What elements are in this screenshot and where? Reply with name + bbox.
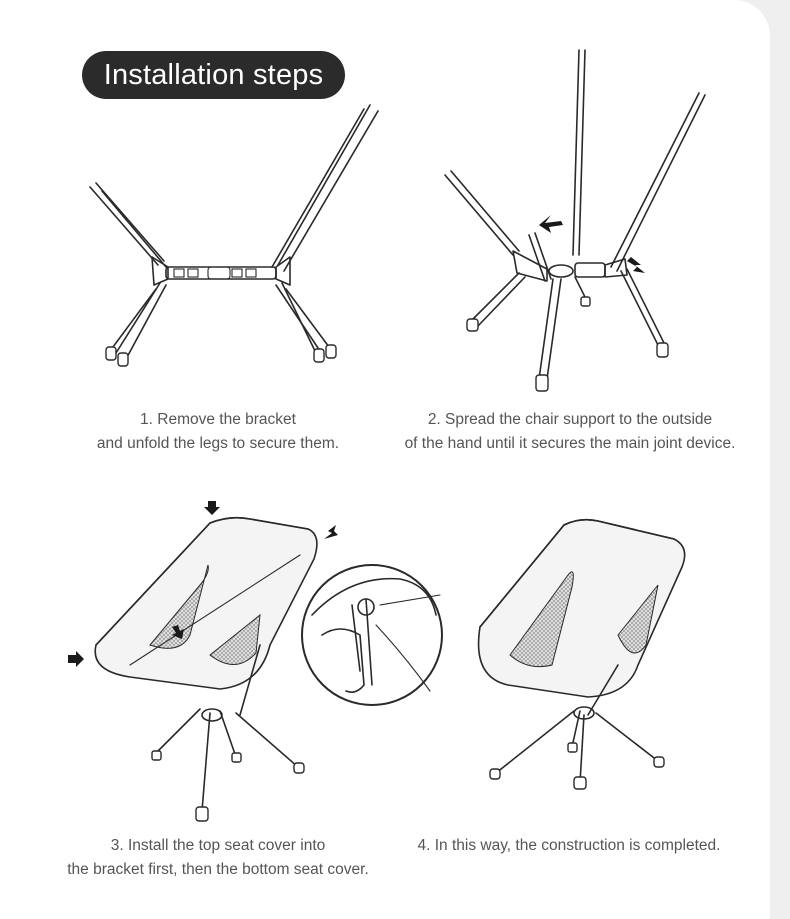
step-1-illustration	[80, 95, 390, 375]
page-title: Installation steps	[82, 51, 345, 99]
step-4-caption	[398, 834, 740, 858]
chair-icon	[479, 520, 685, 789]
step-1-caption	[78, 408, 358, 456]
frame-icon	[90, 105, 378, 366]
step-1-line-2: and unfold the legs to secure them.	[96, 435, 340, 452]
step-3-line-2: the bracket first, then the bottom seat cover.	[67, 861, 369, 878]
step-2-caption	[392, 408, 748, 456]
step-3-line-1: 3. Install the top seat cover into	[110, 837, 326, 854]
chair-icon	[95, 518, 317, 821]
step-1-line-1: 1. Remove the bracket	[140, 411, 296, 428]
page-margin	[770, 0, 790, 919]
step-2-line-2: of the hand until it secures the main joint device.	[404, 435, 736, 452]
arrow-icon	[539, 215, 645, 273]
step-2-line-1: 2. Spread the chair support to the outside	[427, 411, 713, 428]
step-3-illustration	[60, 495, 450, 825]
step-4-line-1: 4. In this way, the construction is completed.	[417, 837, 721, 854]
detail-magnifier-icon	[302, 565, 442, 705]
step-3-caption	[50, 834, 386, 882]
frame-icon	[445, 50, 705, 391]
step-2-illustration	[435, 45, 715, 400]
step-4-illustration	[468, 515, 708, 790]
